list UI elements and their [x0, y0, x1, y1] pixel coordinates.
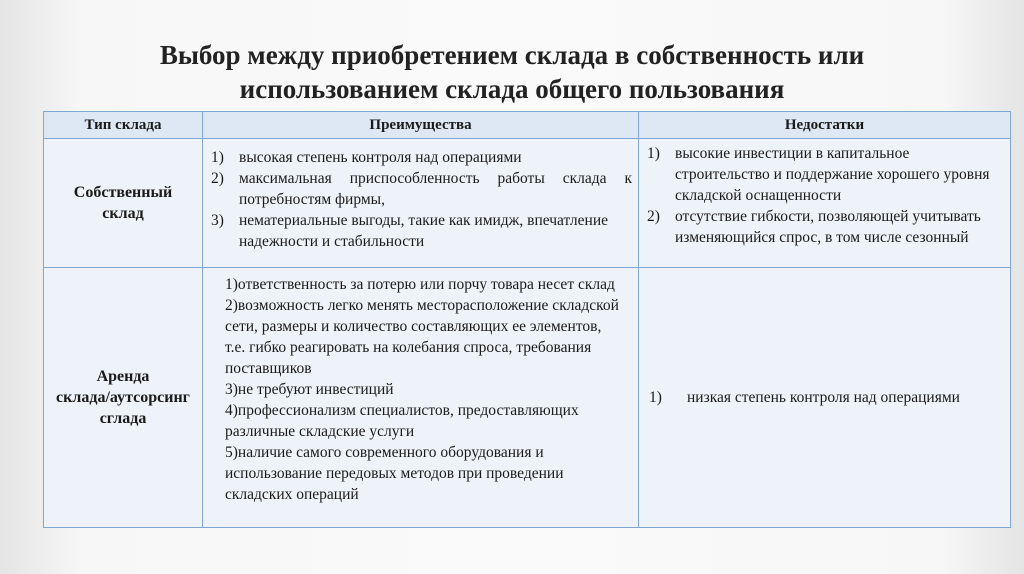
list-item: 2)возможность легко менять месторасположение складской сети, размеры и количество составляющих ее элементов, т.е. гибко реагировать на колебания спроса, требования поставщиков	[225, 297, 619, 377]
list-item: 4)профессионализм специалистов, предоставляющих различные складские услуги	[225, 402, 579, 440]
type-text: Собственный	[73, 184, 173, 201]
item-text: высокая степень контроля над операциями	[239, 149, 522, 166]
type-text: Аренда	[96, 368, 150, 385]
title-line-2: использованием склада общего пользования	[239, 74, 785, 104]
list-item	[203, 168, 632, 210]
item-text: нематериальные выгоды, такие как имидж, впечатление надежности и стабильности	[239, 212, 608, 250]
item-number: 1)	[647, 145, 660, 162]
header-type: Тип склада	[44, 112, 203, 139]
header-advantages: Преимущества	[203, 112, 639, 139]
list-item	[203, 147, 632, 168]
table-row	[44, 139, 1011, 268]
item-text: высокие инвестиции в капитальное строительство и поддержание хорошего уровня складской оснащенности	[675, 145, 990, 204]
type-text: склад	[102, 205, 144, 222]
list-item	[639, 387, 1010, 408]
item-text: низкая степень контроля над операциями	[687, 389, 960, 406]
item-text: максимальная приспособленность работы склада к потребностям фирмы,	[239, 170, 632, 208]
warehouse-type-cell	[44, 268, 203, 528]
list-item: 5)наличие самого современного оборудования и использование передовых методов при проведении складских операций	[225, 444, 564, 503]
table-header-row	[44, 112, 1011, 139]
comparison-table	[43, 111, 1011, 528]
warehouse-type-cell	[44, 139, 203, 268]
item-number: 3)	[211, 212, 224, 229]
item-number: 2)	[647, 208, 660, 225]
header-disadvantages: Недостатки	[639, 112, 1011, 139]
title-line-1: Выбор между приобретением склада в собственность или	[159, 40, 865, 70]
item-text: отсутствие гибкости, позволяющей учитывать изменяющийся спрос, в том числе сезонный	[675, 208, 981, 246]
list-item	[639, 206, 1004, 248]
disadvantages-cell	[639, 139, 1011, 268]
list-item	[639, 143, 1004, 206]
type-text: склада/аутсорсинг	[56, 389, 190, 406]
item-number: 2)	[211, 170, 224, 187]
list-item: 1)ответственность за потерю или порчу товара несет склад	[225, 276, 615, 293]
slide-title	[0, 38, 1024, 106]
advantages-cell	[203, 268, 639, 528]
advantages-cell	[203, 139, 639, 268]
item-number: 1)	[211, 149, 224, 166]
disadvantages-cell	[639, 268, 1011, 528]
list-item: 3)не требуют инвестиций	[225, 381, 394, 398]
item-number: 1)	[649, 389, 662, 406]
list-item	[203, 210, 632, 252]
table-row	[44, 268, 1011, 528]
type-text: сглада	[99, 410, 147, 427]
